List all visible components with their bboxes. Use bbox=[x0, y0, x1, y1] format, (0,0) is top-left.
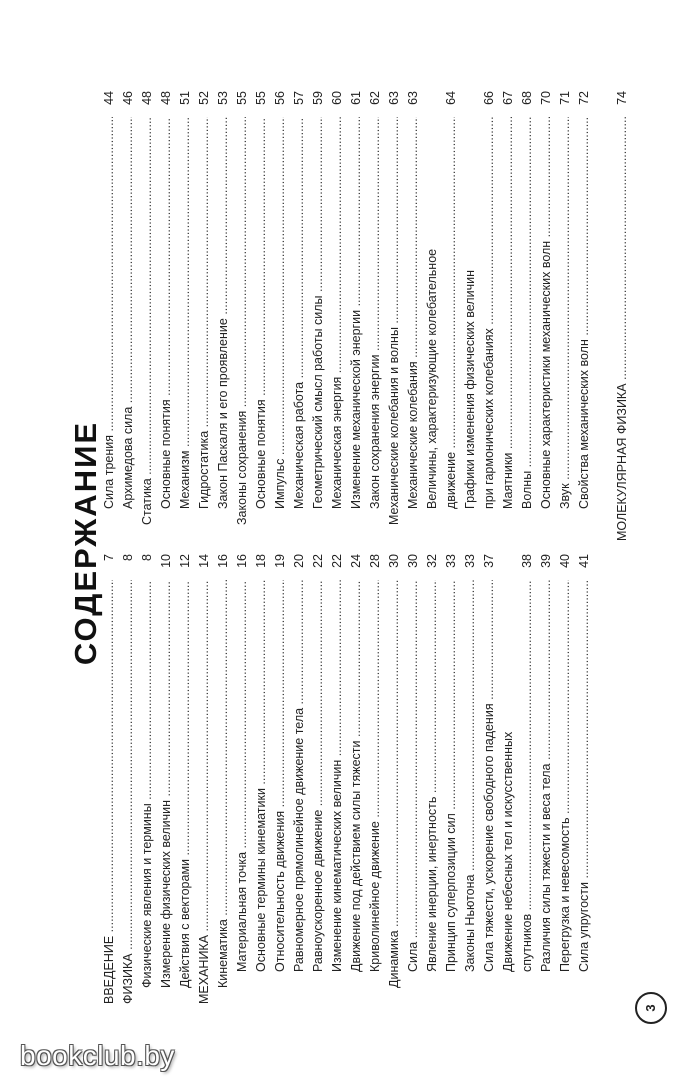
toc-entry-page: 10 bbox=[159, 554, 173, 568]
toc-entry-page: 61 bbox=[349, 91, 363, 105]
toc-entry-page: 63 bbox=[387, 91, 401, 105]
toc-entry bbox=[575, 554, 594, 1004]
toc-entry-title: Механическая работа ..... bbox=[290, 117, 309, 541]
toc-entry-title: Перегрузка и невесомость ..... bbox=[556, 580, 575, 1004]
toc-entry-title: Волны ..... bbox=[518, 117, 537, 541]
toc-entry-page: 63 bbox=[406, 91, 420, 105]
toc-entry-title: Материальная точка ..... bbox=[233, 580, 252, 1004]
toc-entry-title: Принцип суперпозиции сил ..... bbox=[442, 580, 461, 1004]
toc-entry bbox=[556, 554, 575, 1004]
toc-entry-title: Величины, характеризующие колебательное bbox=[425, 248, 439, 509]
toc-entry-title: Основные термины кинематики ..... bbox=[252, 580, 271, 1004]
toc-entry-page: 8 bbox=[140, 554, 154, 561]
toc-entry-title: Физические явления и термины ..... bbox=[138, 580, 157, 1004]
toc-entry-page: 37 bbox=[482, 554, 496, 568]
toc-entry-page: 8 bbox=[121, 554, 135, 561]
toc-entry-title: Сила трения ..... bbox=[100, 117, 119, 541]
toc-entry-page: 18 bbox=[254, 554, 268, 568]
toc-entry-title: движение ..... bbox=[442, 117, 461, 541]
toc-entry bbox=[461, 554, 480, 1004]
toc-entry bbox=[499, 554, 518, 1004]
toc-entry-page: 32 bbox=[425, 554, 439, 568]
toc-entry-title bbox=[594, 117, 613, 541]
toc-entry-title: Статика ..... bbox=[138, 117, 157, 541]
toc-entry-title: ФИЗИКА ..... bbox=[119, 580, 138, 1004]
toc-entry bbox=[328, 91, 347, 541]
toc-entry-page: 16 bbox=[235, 554, 249, 568]
toc-right-column bbox=[100, 91, 632, 541]
toc-entry bbox=[385, 91, 404, 541]
toc-entry-page: 38 bbox=[520, 554, 534, 568]
toc-entry-title: Динамика ..... bbox=[385, 580, 404, 1004]
toc-entry-page: 12 bbox=[178, 554, 192, 568]
toc-entry-title: Явление инерции, инертность ..... bbox=[423, 580, 442, 1004]
toc-entry-title: Механические колебания ..... bbox=[404, 117, 423, 541]
toc-entry-page: 33 bbox=[444, 554, 458, 568]
toc-entry-title: Движение небесных тел и искусственных bbox=[501, 731, 515, 972]
toc-entry-page: 46 bbox=[121, 91, 135, 105]
toc-entry-title: МОЛЕКУЛЯРНАЯ ФИЗИКА ..... bbox=[613, 117, 632, 541]
toc-entry-page: 57 bbox=[292, 91, 306, 105]
toc-entry-page: 48 bbox=[140, 91, 154, 105]
toc-entry-page: 30 bbox=[406, 554, 420, 568]
toc-entry-page: 22 bbox=[311, 554, 325, 568]
toc-entry-title: спутников ..... bbox=[518, 580, 537, 1004]
toc-entry bbox=[423, 91, 442, 541]
toc-entry-title: Относительность движения ..... bbox=[271, 580, 290, 1004]
toc-entry-page: 60 bbox=[330, 91, 344, 105]
toc-entry-title: Свойства механических волн ..... bbox=[575, 117, 594, 541]
toc-entry bbox=[613, 91, 632, 541]
toc-entry-page: 64 bbox=[444, 91, 458, 105]
toc-entry-title: Изменение механической энергии ..... bbox=[347, 117, 366, 541]
toc-entry-page: 59 bbox=[311, 91, 325, 105]
toc-entry-title: Законы сохранения ..... bbox=[233, 117, 252, 541]
toc-entry-page: 7 bbox=[102, 554, 116, 561]
toc-entry bbox=[309, 554, 328, 1004]
toc-entry bbox=[271, 554, 290, 1004]
toc-entry-title: Маятники ..... bbox=[499, 117, 518, 541]
toc-entry-title: Графики изменения физических величин bbox=[463, 270, 477, 509]
toc-entry bbox=[176, 91, 195, 541]
toc-entry bbox=[423, 554, 442, 1004]
toc-entry-page: 67 bbox=[501, 91, 515, 105]
toc-entry bbox=[518, 91, 537, 541]
toc-entry bbox=[442, 91, 461, 541]
toc-entry-title: Гидростатика ..... bbox=[195, 117, 214, 541]
toc-entry-title: Основные понятия ..... bbox=[157, 117, 176, 541]
toc-entry-title: Закон сохранения энергии ..... bbox=[366, 117, 385, 541]
toc-entry bbox=[214, 91, 233, 541]
toc-entry bbox=[575, 91, 594, 541]
toc-entry-title: Сила упругости ..... bbox=[575, 580, 594, 1004]
toc-entry bbox=[214, 554, 233, 1004]
toc-entry bbox=[537, 91, 556, 541]
toc-entry-page: 56 bbox=[273, 91, 287, 105]
toc-entry-page: 68 bbox=[520, 91, 534, 105]
toc-entry bbox=[404, 554, 423, 1004]
toc-entry-page: 48 bbox=[159, 91, 173, 105]
toc-left-column bbox=[100, 554, 594, 1004]
toc-entry bbox=[157, 554, 176, 1004]
toc-entry-title: при гармонических колебаниях ..... bbox=[480, 117, 499, 541]
toc-entry-title: Сила ..... bbox=[404, 580, 423, 1004]
toc-entry bbox=[347, 91, 366, 541]
toc-entry-title: Механизм ..... bbox=[176, 117, 195, 541]
toc-entry-title: Измерение физических величин ..... bbox=[157, 580, 176, 1004]
toc-entry bbox=[119, 554, 138, 1004]
toc-entry-page: 70 bbox=[539, 91, 553, 105]
toc-entry-title: ВВЕДЕНИЕ ..... bbox=[100, 580, 119, 1004]
toc-entry-page: 71 bbox=[558, 91, 572, 105]
toc-entry bbox=[556, 91, 575, 541]
watermark-logo: bookclub.by bbox=[20, 1040, 175, 1071]
toc-entry bbox=[233, 91, 252, 541]
toc-entry-title: Кинематика ..... bbox=[214, 580, 233, 1004]
toc-entry bbox=[461, 91, 480, 541]
toc-entry bbox=[404, 91, 423, 541]
toc-entry-page: 20 bbox=[292, 554, 306, 568]
toc-entry-page: 39 bbox=[539, 554, 553, 568]
toc-entry bbox=[138, 554, 157, 1004]
toc-entry-title: Основные понятия ..... bbox=[252, 117, 271, 541]
toc-entry-title: Механическая энергия ..... bbox=[328, 117, 347, 541]
toc-entry bbox=[442, 554, 461, 1004]
toc-entry bbox=[252, 554, 271, 1004]
toc-entry-page: 55 bbox=[235, 91, 249, 105]
toc-entry bbox=[138, 91, 157, 541]
toc-entry bbox=[100, 554, 119, 1004]
toc-entry bbox=[176, 554, 195, 1004]
toc-entry-title: МЕХАНИКА ..... bbox=[195, 580, 214, 1004]
toc-entry bbox=[537, 554, 556, 1004]
toc-entry bbox=[119, 91, 138, 541]
toc-entry bbox=[195, 554, 214, 1004]
toc-entry-page: 40 bbox=[558, 554, 572, 568]
toc-entry-title: Движение под действием силы тяжести ..... bbox=[347, 580, 366, 1004]
page-title: СОДЕРЖАНИЕ bbox=[68, 420, 103, 666]
toc-entry-page: 52 bbox=[197, 91, 211, 105]
toc-entry bbox=[252, 91, 271, 541]
toc-entry-title: Основные характеристики механических волн ..... bbox=[537, 117, 556, 541]
toc-entry-page: 66 bbox=[482, 91, 496, 105]
toc-entry-title: Различия силы тяжести и веса тела ..... bbox=[537, 580, 556, 1004]
toc-entry bbox=[100, 91, 119, 541]
toc-entry bbox=[157, 91, 176, 541]
toc-entry bbox=[347, 554, 366, 1004]
toc-entry bbox=[366, 554, 385, 1004]
toc-entry-page: 41 bbox=[577, 554, 591, 568]
toc-entry-page: 16 bbox=[216, 554, 230, 568]
page-number-badge: 3 bbox=[635, 992, 667, 1024]
toc-entry-page: 62 bbox=[368, 91, 382, 105]
toc-entry-page: 24 bbox=[349, 554, 363, 568]
toc-entry bbox=[480, 91, 499, 541]
toc-entry-page: 30 bbox=[387, 554, 401, 568]
toc-entry-title: Законы Ньютона ..... bbox=[461, 580, 480, 1004]
toc-entry-title: Звук ..... bbox=[556, 117, 575, 541]
toc-entry-title: Геометрический смысл работы силы ..... bbox=[309, 117, 328, 541]
toc-entry-title: Изменение кинематических величин ..... bbox=[328, 580, 347, 1004]
toc-entry-title: Сила тяжести, ускорение свободного падения ..... bbox=[480, 580, 499, 1004]
toc-entry-page: 51 bbox=[178, 91, 192, 105]
toc-entry-page: 33 bbox=[463, 554, 477, 568]
toc-entry-page: 19 bbox=[273, 554, 287, 568]
toc-entry-title: Равномерное прямолинейное движение тела ..... bbox=[290, 580, 309, 1004]
toc-entry bbox=[499, 91, 518, 541]
toc-entry bbox=[480, 554, 499, 1004]
toc-entry-page: 44 bbox=[102, 91, 116, 105]
toc-entry bbox=[195, 91, 214, 541]
toc-entry bbox=[594, 91, 613, 541]
toc-entry-title: Механические колебания и волны ..... bbox=[385, 117, 404, 541]
toc-entry bbox=[290, 554, 309, 1004]
toc-entry bbox=[385, 554, 404, 1004]
toc-entry-page: 22 bbox=[330, 554, 344, 568]
toc-entry-page: 28 bbox=[368, 554, 382, 568]
toc-entry-title: Равноускоренное движение ..... bbox=[309, 580, 328, 1004]
toc-entry bbox=[290, 91, 309, 541]
toc-entry-page: 74 bbox=[615, 91, 629, 105]
toc-entry bbox=[366, 91, 385, 541]
toc-entry bbox=[328, 554, 347, 1004]
toc-entry-title: Закон Паскаля и его проявление ..... bbox=[214, 117, 233, 541]
toc-entry-page: 14 bbox=[197, 554, 211, 568]
toc-entry-page: 53 bbox=[216, 91, 230, 105]
toc-entry-title: Криволинейное движение ..... bbox=[366, 580, 385, 1004]
toc-entry-page: 55 bbox=[254, 91, 268, 105]
toc-entry-title: Импульс ..... bbox=[271, 117, 290, 541]
toc-entry bbox=[271, 91, 290, 541]
toc-entry-page: 72 bbox=[577, 91, 591, 105]
toc-entry bbox=[518, 554, 537, 1004]
toc-entry bbox=[233, 554, 252, 1004]
toc-entry bbox=[309, 91, 328, 541]
toc-entry-title: Действия с векторами ..... bbox=[176, 580, 195, 1004]
toc-entry-title: Архимедова сила ..... bbox=[119, 117, 138, 541]
